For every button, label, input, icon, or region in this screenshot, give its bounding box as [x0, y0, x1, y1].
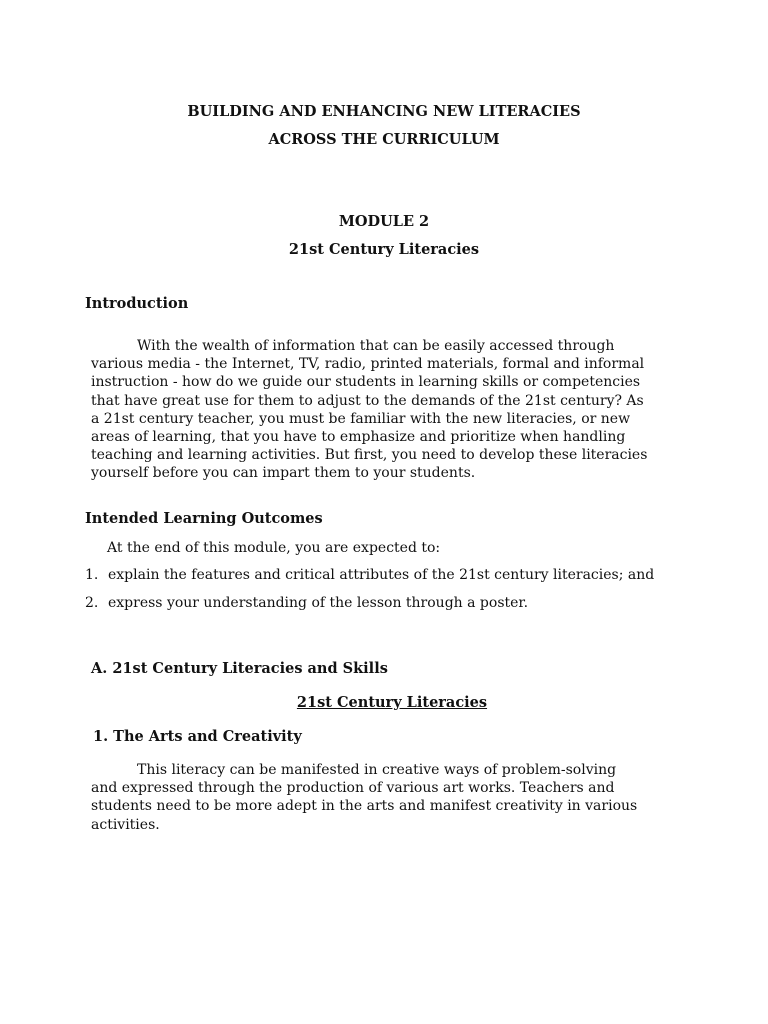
introduction-line: With the wealth of information that can be easily accessed through — [137, 338, 615, 354]
introduction-heading: Introduction — [85, 295, 189, 312]
introduction-line: yourself before you can impart them to your students. — [91, 465, 476, 482]
outcome-number: 2. — [85, 595, 99, 611]
outcomes-heading: Intended Learning Outcomes — [85, 510, 323, 527]
outcome-item-text: explain the features and critical attributes of the 21st century literacies; and — [108, 567, 655, 583]
introduction-line: instruction - how do we guide our students in learning skills or competencies — [91, 374, 641, 391]
introduction-line: areas of learning, that you have to emphasize and prioritize when handling — [91, 429, 626, 446]
document-title-line-2: ACROSS THE CURRICULUM — [268, 131, 500, 148]
arts-line: activities. — [91, 816, 160, 833]
arts-line: and expressed through the production of various art works. Teachers and — [91, 780, 615, 797]
introduction-line: teaching and learning activities. But first, you need to develop these literacies — [91, 447, 648, 464]
arts-line: This literacy can be manifested in creative ways of problem-solving — [137, 762, 617, 778]
section-a-subheading: 21st Century Literacies — [296, 694, 488, 711]
module-label: MODULE 2 — [338, 213, 430, 230]
introduction-line: a 21st century teacher, you must be familiar with the new literacies, or new — [91, 410, 631, 427]
section-a-heading: A. 21st Century Literacies and Skills — [91, 660, 388, 677]
document-title-line-1: BUILDING AND ENHANCING NEW LITERACIES — [187, 103, 581, 120]
outcome-item-text: express your understanding of the lesson through a poster. — [108, 595, 529, 611]
arts-heading: 1. The Arts and Creativity — [93, 728, 302, 745]
outcomes-intro: At the end of this module, you are expected to: — [107, 540, 441, 556]
module-subtitle: 21st Century Literacies — [288, 241, 480, 258]
introduction-paragraph — [91, 337, 668, 483]
arts-line: students need to be more adept in the arts and manifest creativity in various — [91, 798, 638, 815]
arts-paragraph — [91, 761, 637, 834]
outcome-number: 1. — [85, 567, 99, 583]
introduction-line: various media - the Internet, TV, radio, printed materials, formal and informal — [91, 356, 645, 373]
introduction-line: that have great use for them to adjust to the demands of the 21st century? As — [91, 392, 644, 409]
